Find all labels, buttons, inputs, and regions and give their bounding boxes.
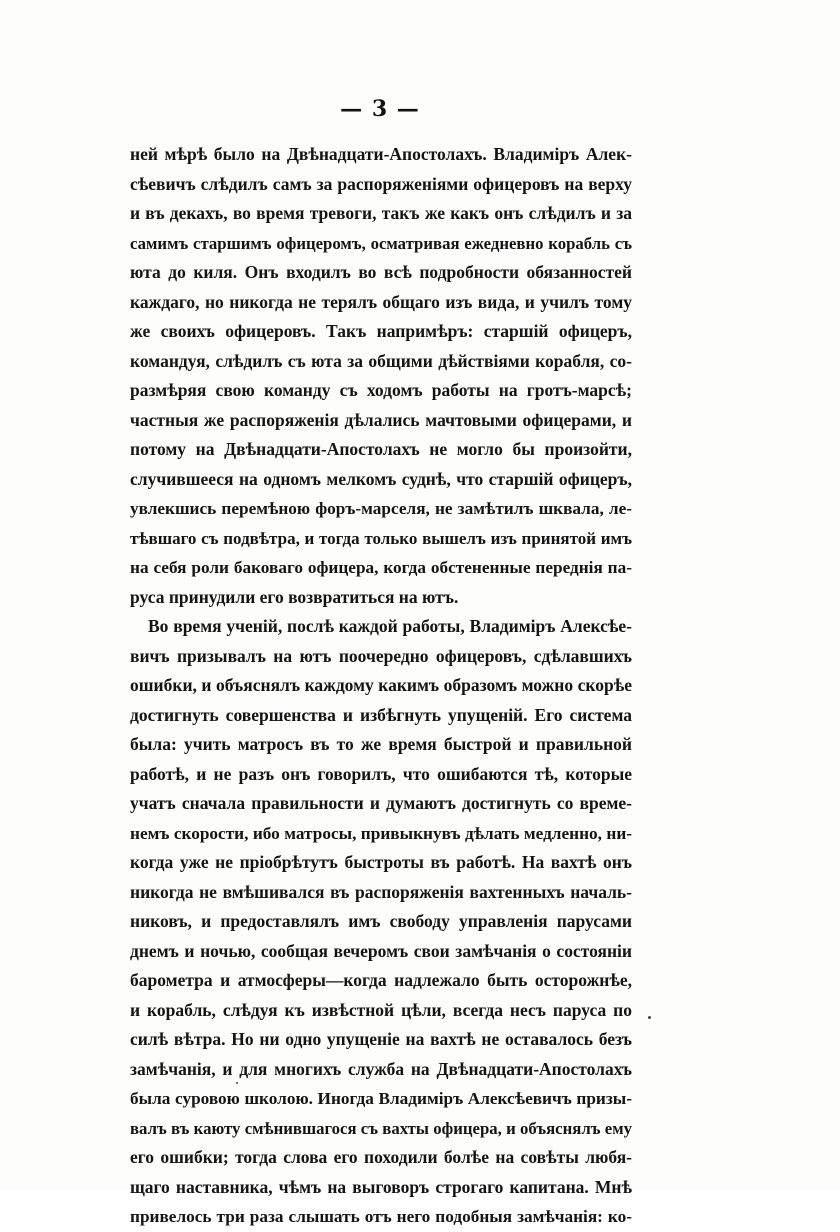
text-line: барометра и атмосферы—когда надлежало быть осторожнѣе, [130, 970, 632, 990]
text-line: никовъ, и предоставлялъ имъ свободу управленія парусами [130, 911, 632, 931]
text-line: на себя роли баковаго офицера, когда обстененные переднія па- [130, 558, 632, 577]
text-line: сѣевичъ слѣдилъ самъ за распоряженіями офицеровъ на верху [130, 173, 632, 194]
text-line: частныя же распоряженія дѣлались мачтовыми офицерами, и [130, 409, 632, 430]
text-line: каждаго, но никогда не терялъ общаго изъ вида, и училъ тому [130, 291, 632, 312]
text-line: днемъ и ночью, сообщая вечеромъ свои замѣчанія о состояніи [130, 940, 632, 961]
page-number: — 3 — [340, 96, 420, 122]
text-line: была суровою школою. Иногда Владиміръ Алексѣевичъ призы- [130, 1089, 632, 1108]
text-line: привелось три раза слышать отъ него подобныя замѣчанія: ко- [130, 1207, 632, 1226]
text-line: никогда не вмѣшивался въ распоряженія вахтенныхъ началь- [130, 881, 632, 902]
text-line: и въ декахъ, во время тревоги, такъ же какъ онъ слѣдилъ и за [130, 203, 632, 223]
text-line: вичъ призывалъ на ютъ поочередно офицеровъ, сдѣлавшихъ [130, 645, 632, 666]
text-line: валъ въ каюту смѣнившагося съ вахты офицера, и объяснялъ ему [130, 1118, 632, 1138]
text-line: потому на Двѣнадцати-Апостолахъ не могло бы произойти, [130, 439, 632, 459]
text-line-paragraph-end: руса принудили его возвратиться на ютъ. [130, 586, 459, 607]
text-line: и корабль, слѣдуя къ извѣстной цѣли, всегда несъ паруса по [130, 999, 632, 1020]
text-line: силѣ вѣтра. Но ни одно упущеніе на вахтѣ не оставалось безъ [130, 1029, 632, 1049]
text-line: щаго наставника, чѣмъ на выговоръ строгаго капитана. Мнѣ [130, 1176, 632, 1197]
text-line: достигнуть совершенства и избѣгнуть упущеній. Его система [130, 704, 632, 725]
text-line: тѣвшаго съ подвѣтра, и тогда только вышелъ изъ принятой имъ [130, 528, 632, 548]
text-line: юта до киля. Онъ входилъ во всѣ подробности обязанностей [130, 262, 632, 282]
text-line: же своихъ офицеровъ. Такъ напримѣръ: старшій офицеръ, [130, 321, 632, 341]
text-line: работѣ, и не разъ онъ говорилъ, что ошибаются тѣ, которые [130, 763, 632, 784]
text-line: ней мѣрѣ было на Двѣнадцати-Апостолахъ. Владиміръ Алек- [130, 144, 632, 164]
text-line: случившееся на одномъ мелкомъ суднѣ, что старшій офицеръ, [130, 468, 632, 489]
text-line: его ошибки; тогда слова его походили болѣе на совѣты любя- [130, 1147, 632, 1167]
text-line: замѣчанія, и для многихъ служба на Двѣнадцати-Апостолахъ [130, 1058, 632, 1079]
text-line: немъ скорости, ибо матросы, привыкнувъ дѣлать медленно, ни- [130, 823, 632, 843]
text-line-paragraph-start: Во время ученій, послѣ каждой работы, Владиміръ Алексѣе- [148, 616, 632, 636]
body-text [130, 140, 632, 1232]
text-line: увлекшись перемѣною форъ-марселя, не замѣтилъ шквала, ле- [130, 499, 632, 518]
text-line: размѣряя свою команду съ ходомъ работы на гротъ-марсѣ; [130, 380, 632, 400]
text-line: была: учить матросъ въ то же время быстрой и правильной [130, 734, 632, 754]
text-line: самимъ старшимъ офицеромъ, осматривая ежедневно корабль съ [130, 233, 632, 253]
text-line: командуя, слѣдилъ съ юта за общими дѣйствіями корабля, со- [130, 350, 632, 371]
text-line: когда уже не пріобрѣтутъ быстроты въ работѣ. На вахтѣ онъ [130, 852, 632, 872]
scan-speck [236, 1082, 238, 1084]
text-line: учатъ сначала правильности и думаютъ достигнуть со време- [130, 793, 632, 813]
text-line: ошибки, и объяснялъ каждому какимъ образомъ можно скорѣе [130, 675, 632, 695]
scan-speck [648, 1016, 651, 1019]
